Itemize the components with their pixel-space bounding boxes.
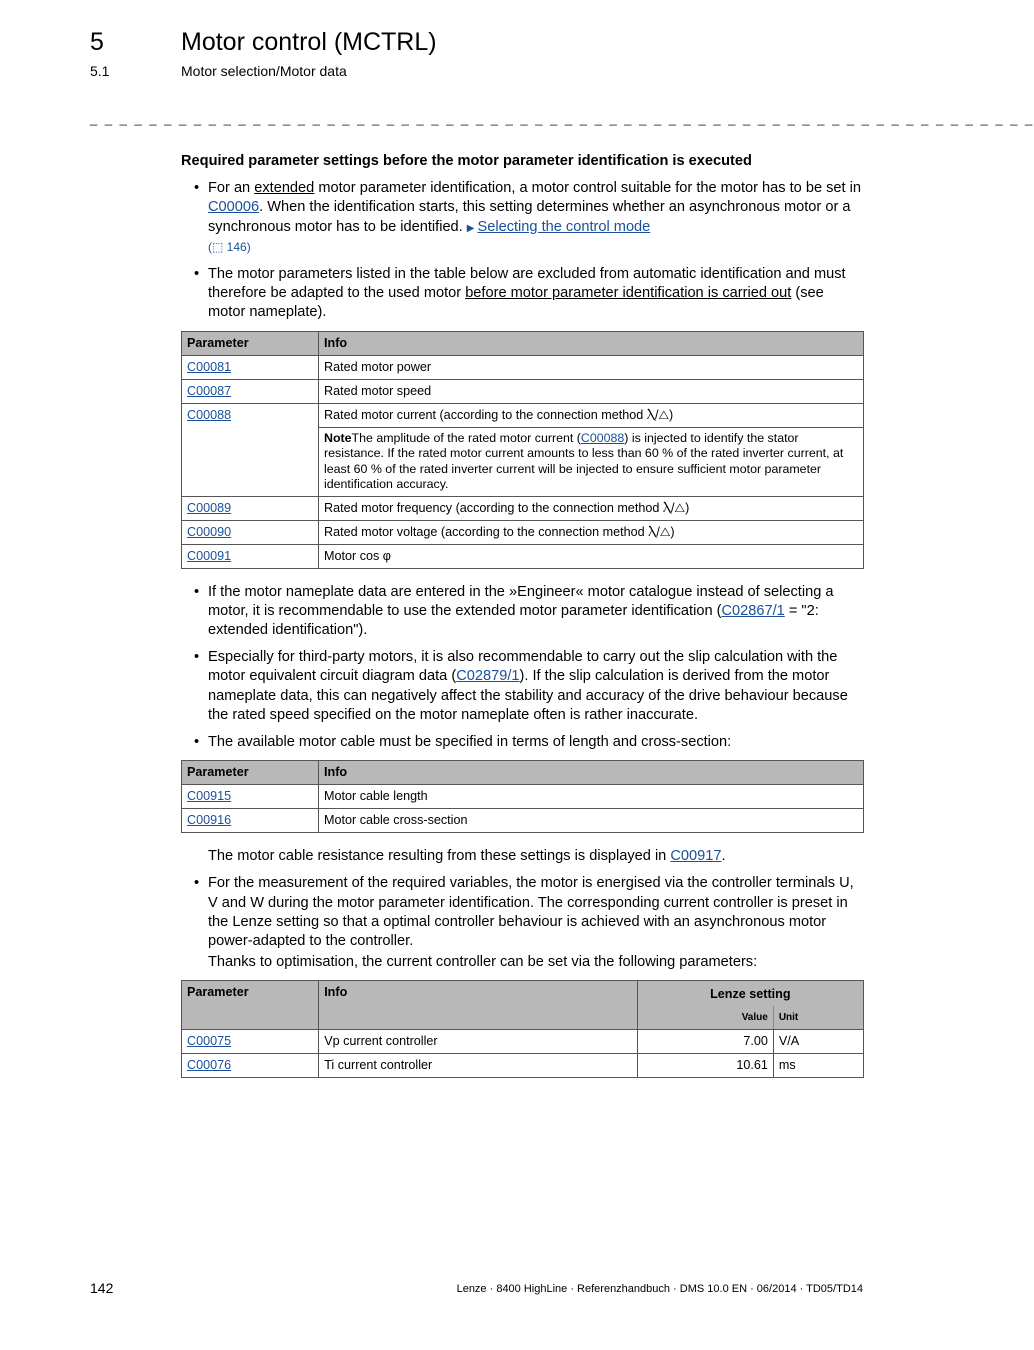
param-link[interactable]: C00076 <box>187 1058 232 1073</box>
column-header-info: Info <box>319 331 864 355</box>
bullet-item-slip: • Especially for third-party motors, it is also recommendable to carry out the slip calculation with the motor equivalent circuit diagram data (C02879/1). If the slip calculation is derived from the motor nameplate data, this can negatively affect the stability and accuracy of the drive behaviour because the rated speed specified on the motor nameplate often is rather inaccurate. <box>181 648 865 725</box>
text: (see motor nameplate). <box>208 285 824 321</box>
note-cell: NoteThe amplitude of the rated motor current (C00088) is injected to identify the stator resistance. If the rated motor current amounts to less than 60 % of the rated inverter current, at least 60 % of the rated inverter current will be injected to ensure sufficient motor parameter identification accuracy. <box>319 427 864 496</box>
chapter-number: 5 <box>90 28 104 56</box>
link-c00917[interactable]: C00917 <box>670 848 722 865</box>
param-info: Rated motor current (according to the connection method Ⲗ/△) <box>319 403 864 427</box>
section-heading: Required parameter settings before the motor parameter identification is executed <box>181 153 752 169</box>
param-link[interactable]: C00090 <box>187 524 232 539</box>
param-link[interactable]: C00091 <box>187 548 232 563</box>
table-row <box>182 1030 864 1054</box>
page-number: 142 <box>90 1280 114 1296</box>
table-row <box>182 1054 864 1078</box>
underlined-text: before motor parameter identification is carried out <box>465 285 792 302</box>
param-info: Ti current controller <box>319 1054 637 1078</box>
note-label: Note <box>324 430 352 445</box>
bullet-item-nameplate: • If the motor nameplate data are entered in the »Engineer« motor catalogue instead of selecting a motor, it is recommendable to use the extended motor parameter identification (C02867/1 = "2: extended identification"). <box>181 583 865 641</box>
column-header-parameter: Parameter <box>182 331 319 355</box>
param-link[interactable]: C00075 <box>187 1034 232 1049</box>
bullet-list-2 <box>181 583 865 753</box>
cable-resistance-text: The motor cable resistance resulting from these settings is displayed in C00917. <box>208 848 726 865</box>
param-info: Rated motor voltage (according to the connection method Ⲗ/△) <box>319 520 864 544</box>
link-c00006[interactable]: C00006 <box>208 199 260 216</box>
param-info: Motor cos φ <box>319 544 864 568</box>
text: motor parameter identification, a motor control suitable for the motor has to be set in <box>314 180 862 197</box>
table-header-row <box>182 331 864 355</box>
table-row <box>182 544 864 568</box>
param-info: Rated motor power <box>319 355 864 379</box>
param-value: 10.61 <box>637 1054 773 1078</box>
param-unit: ms <box>773 1054 863 1078</box>
param-link[interactable]: C00089 <box>187 500 232 515</box>
bullet-item-measurement: • For the measurement of the required variables, the motor is energised via the controller terminals U, V and W during the motor parameter identification. The corresponding current controller is preset in the Lenze setting so that a optimal controller behaviour is achieved with an asynchronous motor power-adapted to the controller. <box>181 874 865 951</box>
table-row <box>182 785 864 809</box>
link-c00088[interactable]: C00088 <box>580 430 625 445</box>
book-icon-ref: ⬚ 146 <box>212 239 247 254</box>
text: The motor parameters listed in the table below are excluded from automatic identification and must therefore be adapted to the used motor <box>208 266 846 302</box>
param-link[interactable]: C00915 <box>187 789 232 804</box>
footer-text: Lenze · 8400 HighLine · Referenzhandbuch · DMS 10.0 EN · 06/2014 · TD05/TD14 <box>456 1283 863 1295</box>
table-row <box>182 520 864 544</box>
table-row <box>182 355 864 379</box>
table-row <box>182 496 864 520</box>
link-c02879[interactable]: C02879/1 <box>456 668 520 685</box>
param-link[interactable]: C00081 <box>187 359 232 374</box>
bullet-item-cable: • The available motor cable must be specified in terms of length and cross-section: <box>181 733 865 752</box>
column-header-value: Value <box>637 1006 773 1030</box>
text: . When the identification starts, this setting determines whether an asynchronous motor or a synchronous motor has to be identified. <box>208 199 851 235</box>
bullet-item-excluded-params <box>181 265 865 323</box>
cable-parameter-table <box>181 760 864 833</box>
section-title: Motor selection/Motor data <box>181 63 347 79</box>
table-header-row <box>182 981 864 1007</box>
separator-line: _ _ _ _ _ _ _ _ _ _ _ _ _ _ _ _ _ _ _ _ _ _ _ _ _ _ _ _ _ _ _ _ _ _ _ _ _ _ _ _ _ _ _ _ _ _ _ _ _ _ _ _ _ _ _ _ _ _ _ _ _ _ _ _ <box>90 111 1034 126</box>
table-header-row <box>182 761 864 785</box>
column-header-info: Info <box>319 981 637 1030</box>
bullet-list-3 <box>181 874 865 951</box>
column-header-parameter: Parameter <box>182 761 319 785</box>
link-selecting-control-mode[interactable]: Selecting the control mode <box>477 218 651 235</box>
arrow-right-icon: ▶ <box>466 222 475 234</box>
column-header-parameter: Parameter <box>182 981 319 1030</box>
column-header-lenze-setting: Lenze setting <box>637 981 863 1007</box>
param-info: Rated motor frequency (according to the connection method Ⲗ/△) <box>319 496 864 520</box>
param-info: Motor cable length <box>319 785 864 809</box>
underlined-text: extended <box>254 180 315 197</box>
link-c02867[interactable]: C02867/1 <box>721 602 785 619</box>
param-info: Vp current controller <box>319 1030 637 1054</box>
table-row <box>182 809 864 833</box>
column-header-unit: Unit <box>773 1006 863 1030</box>
param-link[interactable]: C00087 <box>187 383 232 398</box>
param-link[interactable]: C00916 <box>187 813 232 828</box>
param-value: 7.00 <box>637 1030 773 1054</box>
optimisation-text: Thanks to optimisation, the current controller can be set via the following parameters: <box>208 954 758 971</box>
bullet-item-control-mode <box>181 179 865 257</box>
table-row <box>182 403 864 427</box>
current-controller-table <box>181 980 864 1078</box>
main-content <box>181 152 865 1092</box>
motor-parameter-table <box>181 331 864 569</box>
bullet-list-1 <box>181 179 865 322</box>
param-link[interactable]: C00088 <box>187 407 232 422</box>
param-unit: V/A <box>773 1030 863 1054</box>
table-row <box>182 379 864 403</box>
chapter-title: Motor control (MCTRL) <box>181 28 437 56</box>
page-reference[interactable]: (⬚ 146) <box>208 239 251 254</box>
section-number: 5.1 <box>90 63 110 79</box>
param-info: Rated motor speed <box>319 379 864 403</box>
param-info: Motor cable cross-section <box>319 809 864 833</box>
text: For an <box>208 180 255 197</box>
column-header-info: Info <box>319 761 864 785</box>
